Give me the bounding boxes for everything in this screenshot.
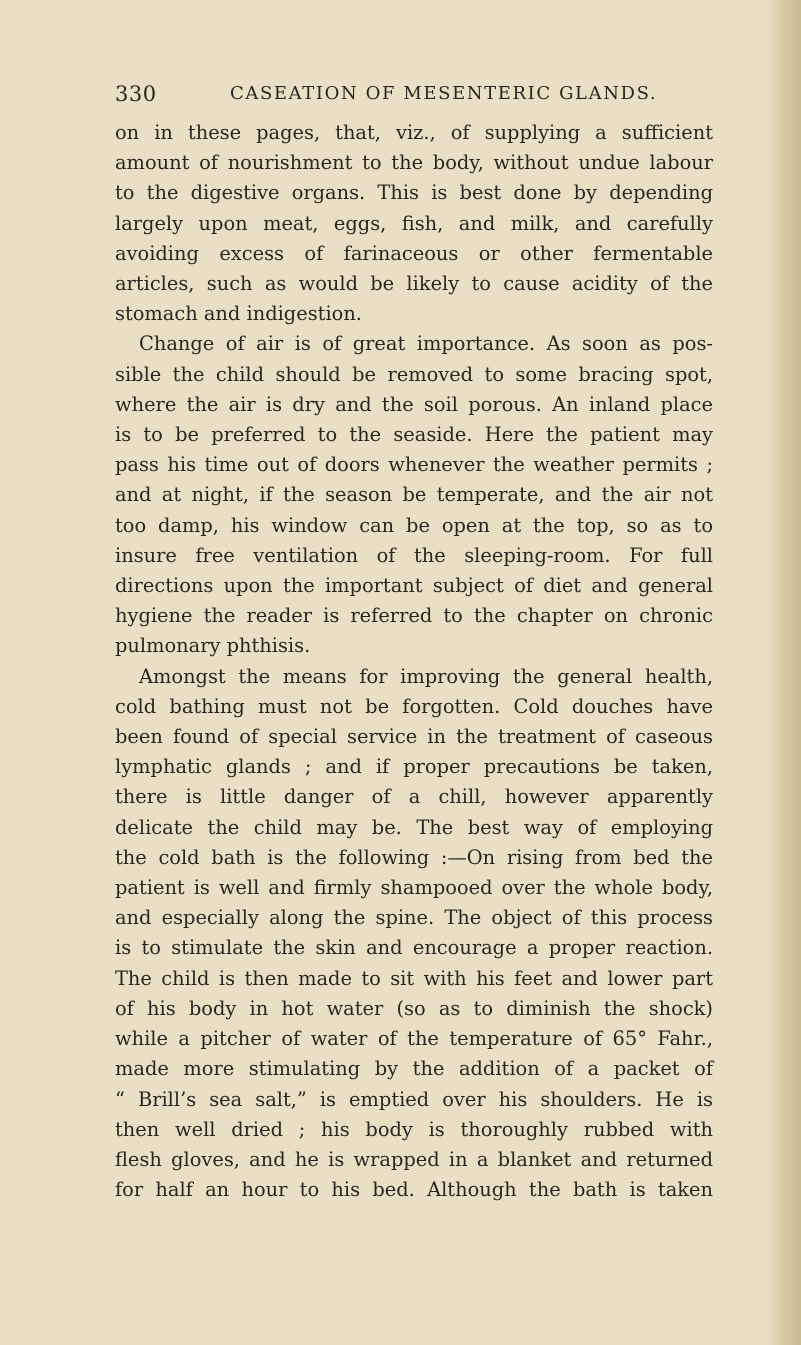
text-line: delicate the child may be. The best way of employing <box>115 815 713 839</box>
text-line: the cold bath is the following :—On rising from bed the <box>115 845 713 869</box>
text-line: there is little danger of a chill, however apparently <box>115 785 713 809</box>
text-line: and especially along the spine. The object of this process <box>115 906 713 930</box>
text-line: been found of special service in the treatment of caseous <box>115 725 713 749</box>
text-line: amount of nourishment to the body, without undue labour <box>115 151 713 175</box>
text-line: hygiene the reader is referred to the chapter on chronic <box>115 604 713 628</box>
text-line: flesh gloves, and he is wrapped in a blanket and returned <box>115 1147 713 1171</box>
text-line: cold bathing must not be forgotten. Cold douches have <box>115 694 713 718</box>
text-line: on in these pages, that, viz., of supplying a sufficient <box>115 121 713 144</box>
text-line: made more stimulating by the addition of a packet of <box>115 1057 713 1081</box>
text-line: pulmonary phthisis. <box>115 634 311 658</box>
text-line: “ Brill’s sea salt,” is emptied over his shoulders. He is <box>115 1087 713 1111</box>
text-line: lymphatic glands ; and if proper precautions be taken, <box>115 755 713 779</box>
text-line: patient is well and firmly shampooed over the whole body, <box>115 876 713 900</box>
page-number: 330 <box>115 82 157 106</box>
text-line: is to stimulate the skin and encourage a proper reaction. <box>115 936 713 960</box>
text-line: then well dried ; his body is thoroughly rubbed with <box>115 1117 713 1141</box>
text-line: sible the child should be removed to some bracing spot, <box>115 362 713 386</box>
text-line: avoiding excess of farinaceous or other fermentable <box>115 241 713 265</box>
text-line: is to be preferred to the seaside. Here the patient may <box>115 423 713 447</box>
text-line: largely upon meat, eggs, fish, and milk, and carefully <box>115 211 713 235</box>
text-line: insure free ventilation of the sleeping-room. For full <box>115 543 713 567</box>
text-line: stomach and indigestion. <box>115 302 362 326</box>
page-edge-shadow <box>767 0 801 1345</box>
running-title: CASEATION OF MESENTERIC GLANDS. <box>230 83 658 104</box>
body-text <box>115 118 713 1205</box>
text-line: of his body in hot water (so as to diminish the shock) <box>115 996 713 1020</box>
text-line: for half an hour to his bed. Although the bath is taken <box>115 1178 713 1202</box>
text-line: where the air is dry and the soil porous. An inland place <box>115 392 713 416</box>
text-line: pass his time out of doors whenever the weather permits ; <box>115 453 713 477</box>
text-line: and at night, if the season be temperate, and the air not <box>115 483 713 507</box>
text-line: Amongst the means for improving the general health, <box>139 664 713 688</box>
page-header <box>115 78 715 110</box>
text-line: while a pitcher of water of the temperature of 65° Fahr., <box>115 1027 713 1051</box>
text-line: directions upon the important subject of diet and general <box>115 574 713 598</box>
text-line: articles, such as would be likely to cause acidity of the <box>115 272 713 296</box>
text-line: to the digestive organs. This is best done by depending <box>115 181 713 205</box>
text-line: Change of air is of great importance. As soon as pos- <box>139 332 713 356</box>
text-line: too damp, his window can be open at the top, so as to <box>115 513 713 537</box>
text-line: The child is then made to sit with his feet and lower part <box>115 966 713 990</box>
